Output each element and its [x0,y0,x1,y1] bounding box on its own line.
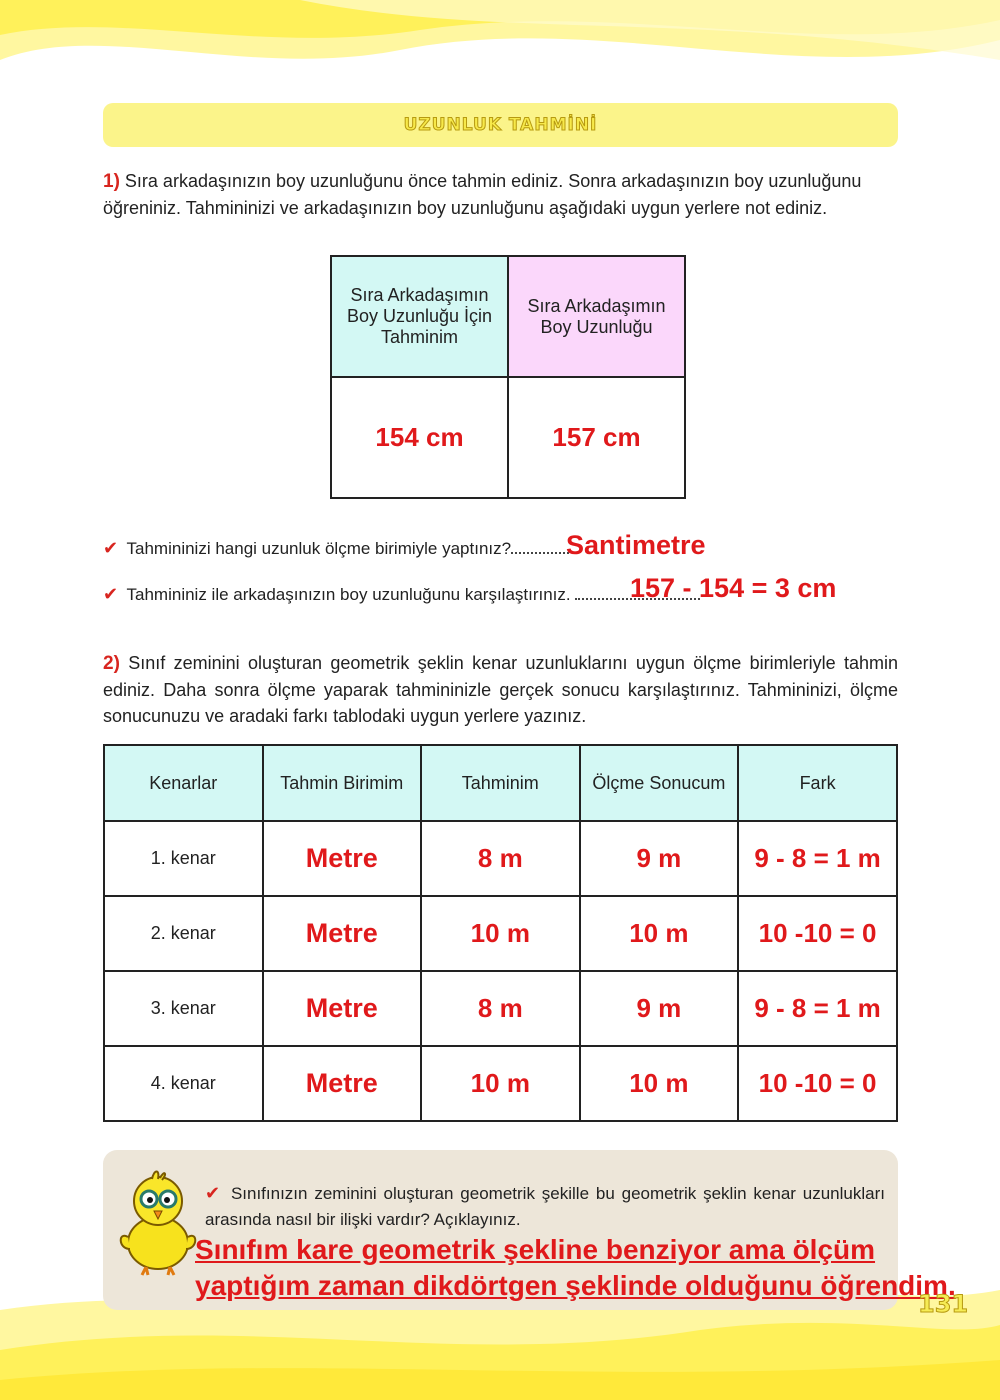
answer-dotted-line [511,552,569,554]
page-title-bar [103,103,898,147]
top-wave-decoration [0,0,1000,110]
measured-answer-cell: 10 m [629,1068,689,1098]
measured-answer-cell: 9 m [636,993,682,1023]
table-row [104,971,897,1046]
measured-answer-cell: 9 m [636,843,682,873]
column-header: Ölçme Sonucum [580,745,739,821]
question-2-text: Sınıf zeminini oluşturan geometrik şeklin kenar uzunluklarını uygun ölçme birimleriyle tahmin ediniz. Daha sonra ölçme yaparak tahmininizle gerçek sonucu karşılaştırınız. Tahmininizi, ölçme sonucunuzu ve aradaki farkı tablodaki uygun yerlere yazınız. [103,653,898,726]
check-mark-icon: ✔ [103,584,119,604]
diff-answer-cell: 9 - 8 = 1 m [754,993,881,1023]
question-1 [103,168,898,221]
chick-mascot-icon [112,1165,204,1277]
edge-label: 3. kenar [104,971,263,1046]
measured-answer-cell: 10 m [629,918,689,948]
unit-answer-cell: Metre [305,918,378,948]
height-table-estimate-cell: 154 cm [331,377,508,498]
column-header: Tahmin Birimim [263,745,422,821]
diff-answer-cell: 10 -10 = 0 [758,1068,877,1098]
edges-table-header-row [104,745,897,821]
unit-answer-cell: Metre [305,1068,378,1098]
question-2 [103,650,898,729]
edge-label: 4. kenar [104,1046,263,1121]
check-mark-icon: ✔ [205,1183,221,1203]
table-row [104,821,897,896]
unit-answer-cell: Metre [305,993,378,1023]
column-header: Tahminim [421,745,580,821]
edges-table [103,744,898,1122]
compare-answer: 157 - 154 = 3 cm [630,573,837,603]
check-mark-icon: ✔ [103,538,119,558]
estimate-answer-cell: 10 m [470,1068,530,1098]
height-table-actual-cell: 157 cm [508,377,685,498]
table-row [104,896,897,971]
unit-answer-cell: Metre [305,843,378,873]
reflection-answer-line-1: Sınıfım kare geometrik şekline benziyor ama ölçüm [195,1234,876,1265]
estimate-answer-cell: 8 m [477,993,523,1023]
column-header: Kenarlar [104,745,263,821]
page-number: 131 [918,1290,969,1318]
estimate-answer-cell: 10 m [470,918,530,948]
question-1-text: Sıra arkadaşınızın boy uzunluğunu önce tahmin ediniz. Sonra arkadaşınızın boy uzunluğunu öğreniniz. Tahmininizi ve arkadaşınızın boy uzunluğunu aşağıdaki uygun yerlere not ediniz. [103,171,862,218]
height-table-header-actual: Sıra Arkadaşımın Boy Uzunluğu [508,256,685,377]
table-row [104,1046,897,1121]
question-2-number: 2) [103,653,120,674]
reflection-question: ✔ Sınıfınızın zeminini oluşturan geometrik şekille bu geometrik şeklin kenar uzunlukları arasında nasıl bir ilişki vardır? Açıklayınız. [205,1183,885,1229]
height-table [330,255,686,499]
reflection-answer [195,1232,956,1304]
bullet-compare-question: ✔ Tahmininiz ile arkadaşınızın boy uzunluğunu karşılaştırınız. [103,584,700,605]
estimate-answer-cell: 8 m [477,843,523,873]
edge-label: 1. kenar [104,821,263,896]
reflection-answer-line-2: yaptığım zaman dikdörtgen şeklinde olduğunu öğrendim. [195,1270,956,1301]
column-header: Fark [738,745,897,821]
diff-answer-cell: 9 - 8 = 1 m [754,843,881,873]
page-title: UZUNLUK TAHMİNİ [403,115,598,135]
question-1-number: 1) [103,171,120,192]
height-table-header-estimate: Sıra Arkadaşımın Boy Uzunluğu İçin Tahminim [331,256,508,377]
edge-label: 2. kenar [104,896,263,971]
unit-answer: Santimetre [566,530,706,560]
bullet-unit-question: ✔ Tahmininizi hangi uzunluk ölçme birimiyle yaptınız? [103,538,569,559]
diff-answer-cell: 10 -10 = 0 [758,918,877,948]
